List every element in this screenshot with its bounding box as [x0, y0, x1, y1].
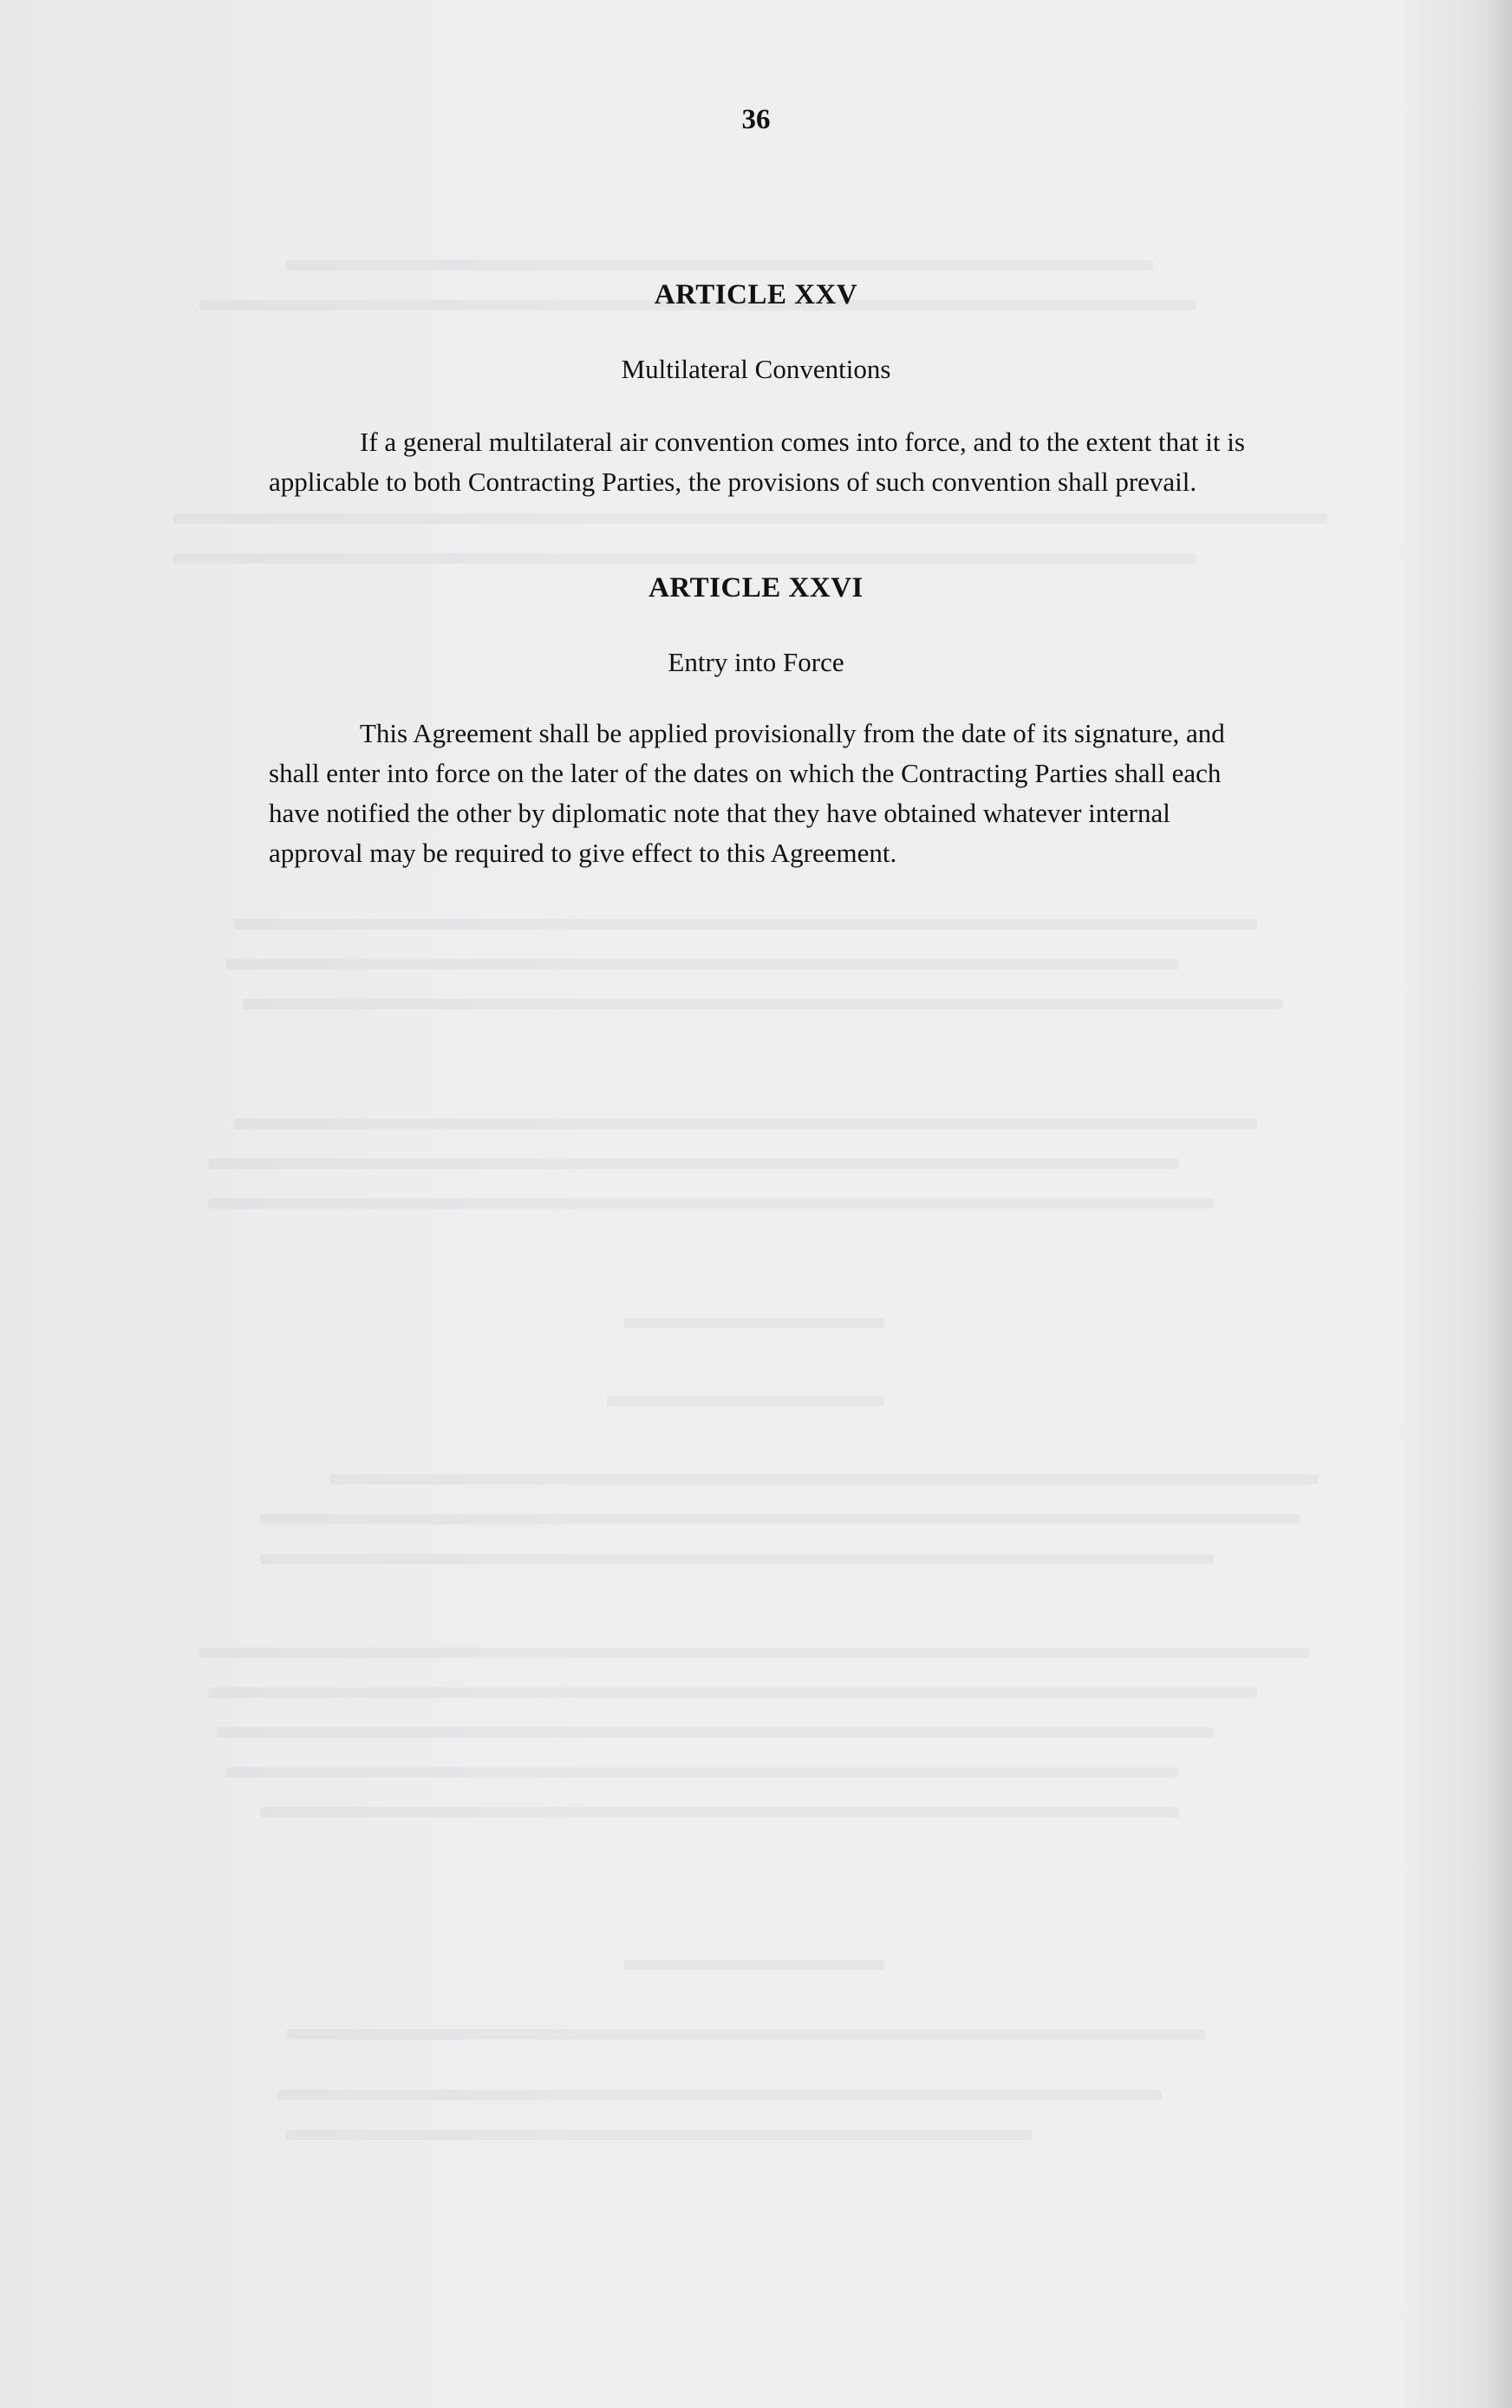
show-through-bleed: [217, 1727, 1214, 1738]
article-paragraph-line: approval may be required to give effect to this Agreement.: [269, 838, 897, 868]
show-through-bleed: [208, 1198, 1214, 1209]
show-through-bleed: [208, 1158, 1179, 1169]
show-through-bleed: [173, 553, 1196, 564]
article-paragraph-line: If a general multilateral air convention comes into force, and to the extent that it is: [360, 427, 1245, 457]
show-through-bleed: [225, 1767, 1179, 1778]
show-through-bleed: [234, 919, 1257, 930]
show-through-bleed: [329, 1474, 1318, 1485]
show-through-bleed: [225, 959, 1179, 969]
article-heading: ARTICLE XXV: [654, 279, 858, 310]
show-through-bleed: [624, 1318, 884, 1328]
show-through-bleed: [286, 260, 1153, 271]
article-paragraph-line: applicable to both Contracting Parties, the provisions of such convention shall prevail.: [269, 467, 1197, 497]
show-through-bleed: [243, 999, 1283, 1009]
article-heading: ARTICLE XXVI: [648, 572, 864, 604]
article-paragraph-line: shall enter into force on the later of the dates on which the Contracting Parties shall each: [269, 758, 1222, 788]
show-through-bleed: [286, 2130, 1032, 2140]
show-through-bleed: [607, 1396, 884, 1406]
show-through-bleed: [260, 1514, 1300, 1524]
show-through-bleed: [173, 513, 1326, 524]
article-subtitle: Entry into Force: [668, 647, 844, 677]
article-body: [269, 714, 1396, 873]
article-paragraph-line: have notified the other by diplomatic note that they have obtained whatever internal: [269, 798, 1170, 828]
show-through-bleed: [234, 1119, 1257, 1129]
show-through-bleed: [260, 1554, 1214, 1564]
show-through-bleed: [260, 1807, 1179, 1817]
show-through-bleed: [277, 2090, 1162, 2100]
article-paragraph-line: This Agreement shall be applied provisionally from the date of its signature, and: [360, 718, 1225, 748]
article-subtitle: Multilateral Conventions: [621, 354, 891, 384]
show-through-bleed: [286, 2029, 1205, 2039]
show-through-bleed: [199, 1648, 1309, 1658]
show-through-bleed: [208, 1687, 1257, 1698]
show-through-bleed: [624, 1960, 884, 1970]
article-body: [269, 422, 1396, 502]
page-number: 36: [741, 104, 771, 135]
